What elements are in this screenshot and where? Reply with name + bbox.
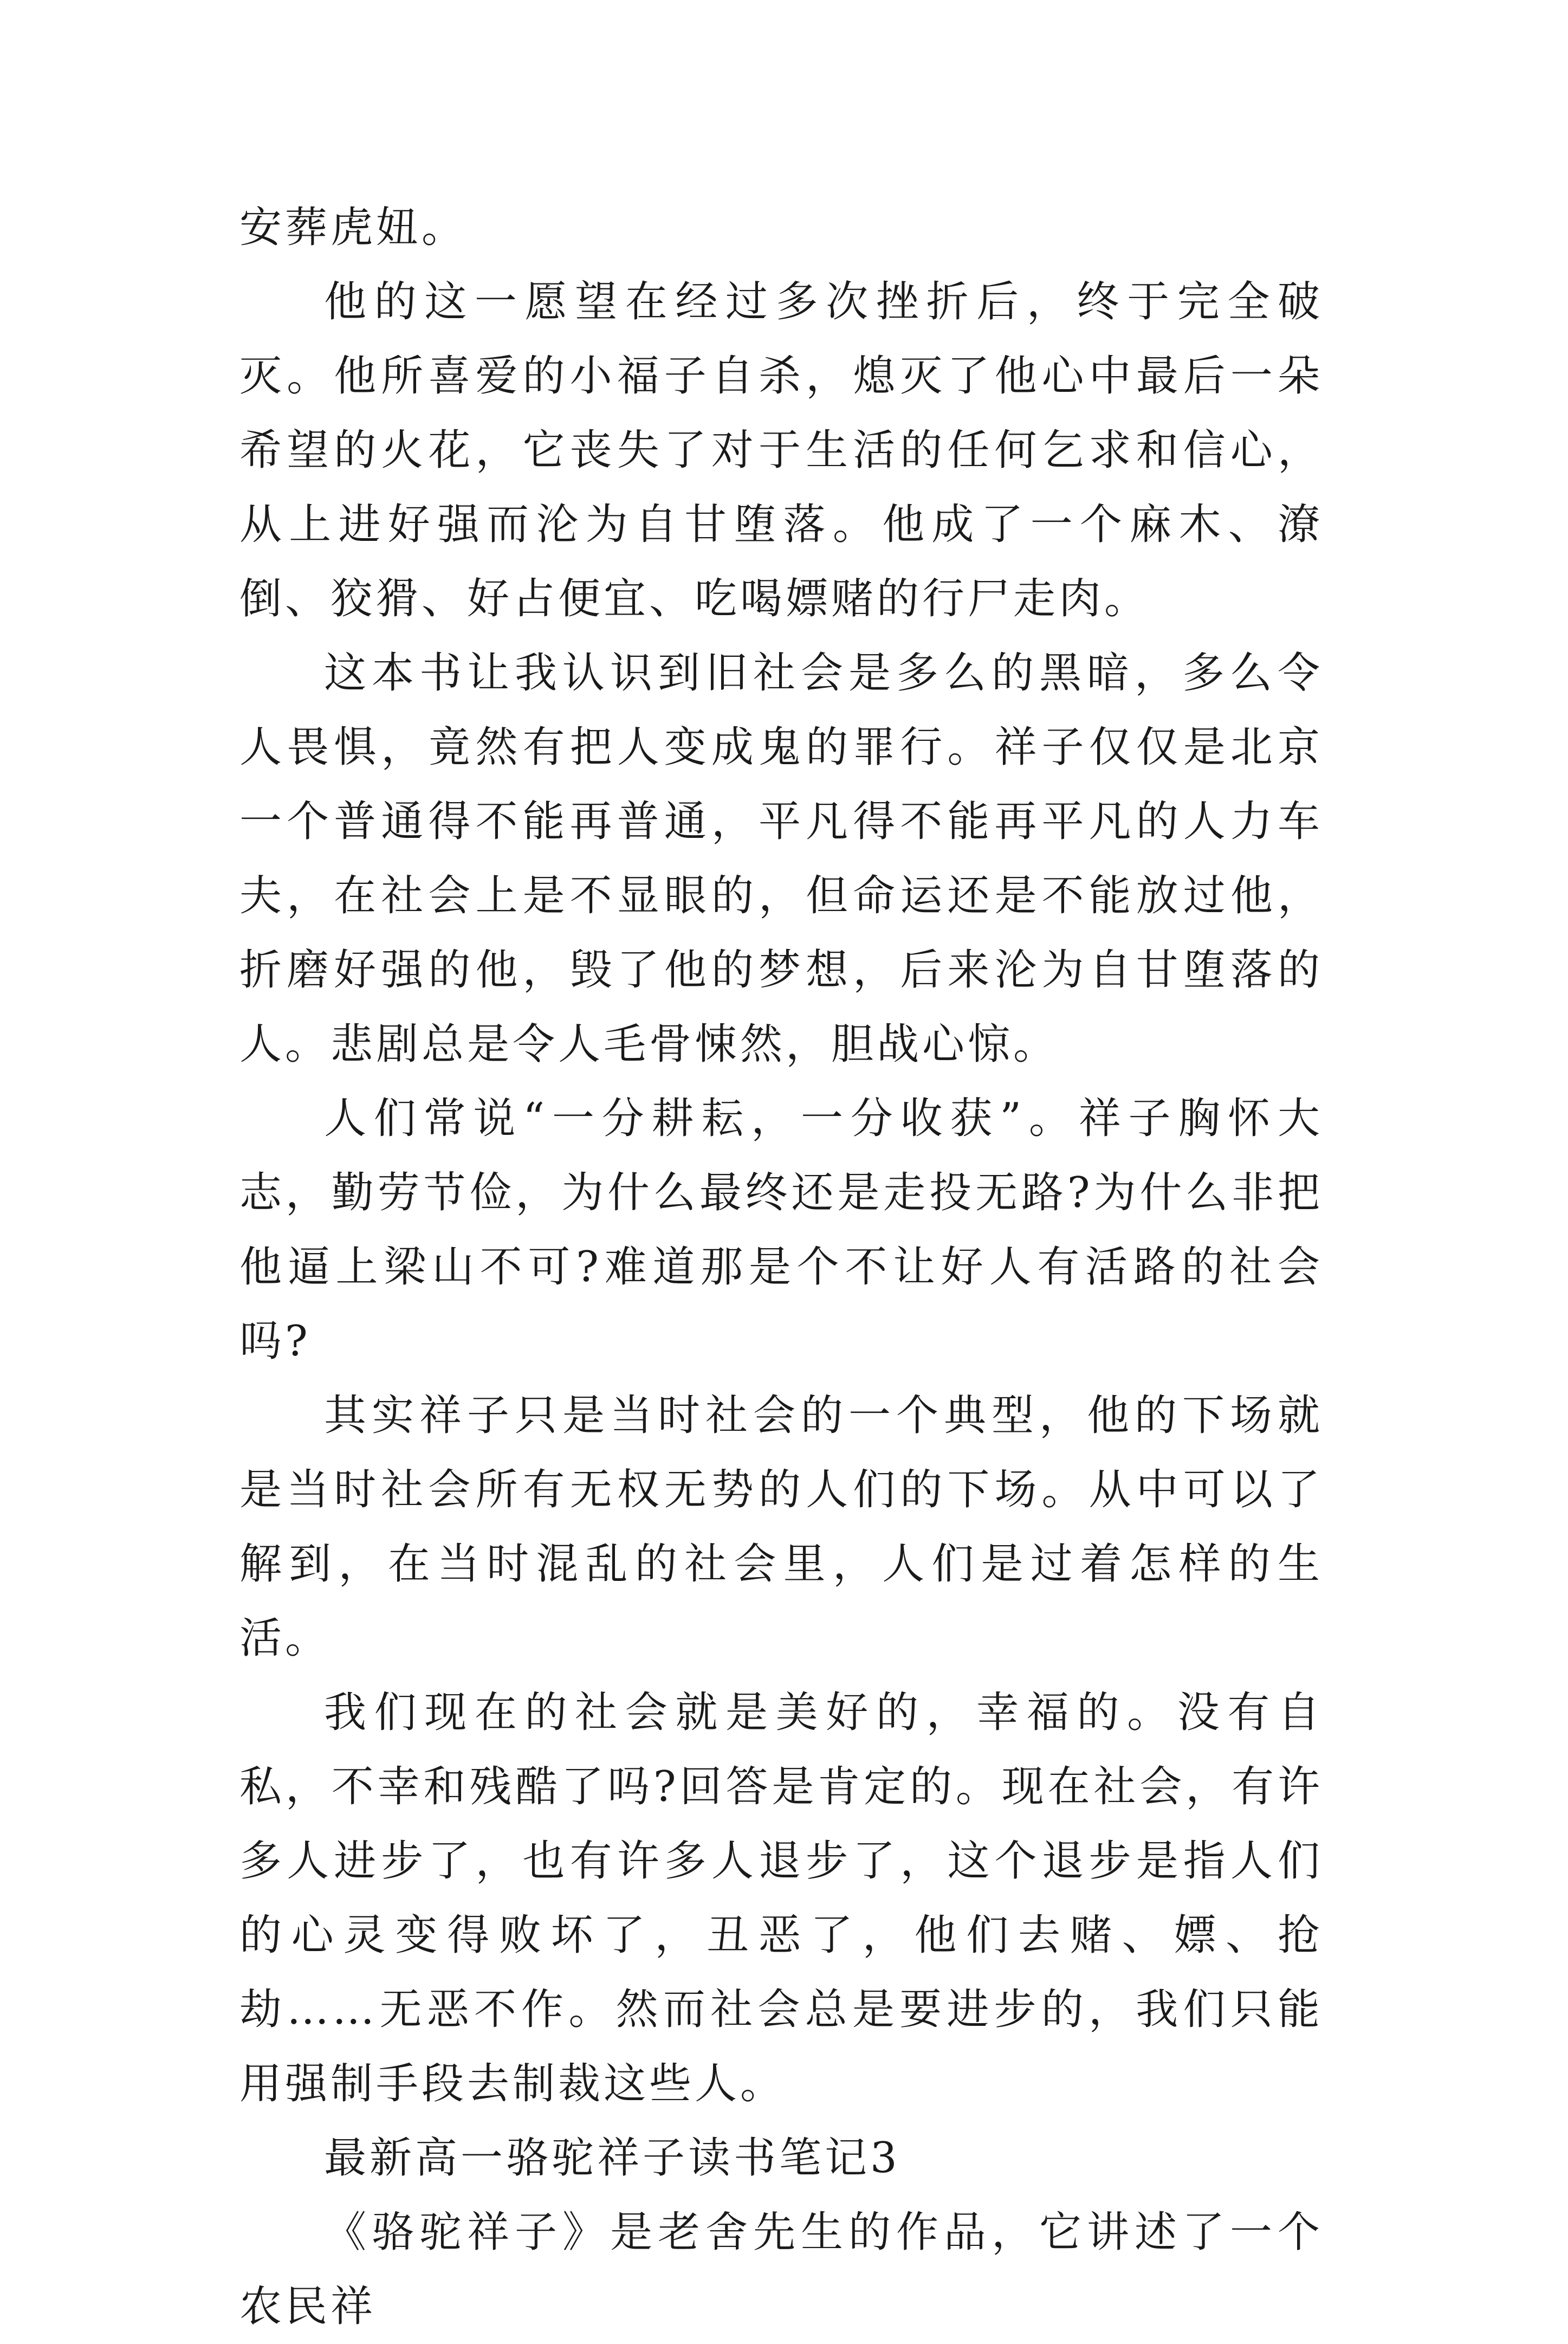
- paragraph: 这本书让我认识到旧社会是多么的黑暗，多么令人畏惧，竟然有把人变成鬼的罪行。祥子仅仅是北京一个普通得不能再普通，平凡得不能再平凡的人力车夫，在社会上是不显眼的，但命运还是不能放过他，折磨好强的他，毁了他的梦想，后来沦为自甘堕落的人。悲剧总是令人毛骨悚然，胆战心惊。: [239, 649, 1323, 1069]
- paragraph: 其实祥子只是当时社会的一个典型，他的下场就是当时社会所有无权无势的人们的下场。从中可以了解到，在当时混乱的社会里，人们是过着怎样的生活。: [239, 1391, 1323, 1663]
- paragraph: 人们常说“一分耕耘，一分收获”。祥子胸怀大志，勤劳节俭，为什么最终还是走投无路?为什么非把他逼上梁山不可?难道那是个不让好人有活路的社会吗?: [239, 1094, 1323, 1366]
- paragraph: 《骆驼祥子》是老舍先生的作品，它讲述了一个农民祥: [239, 2208, 1323, 2331]
- paragraph: 他的这一愿望在经过多次挫折后，终于完全破灭。他所喜爱的小福子自杀，熄灭了他心中最后一朵希望的火花，它丧失了对于生活的任何乞求和信心，从上进好强而沦为自甘堕落。他成了一个麻木、潦倒、狡猾、好占便宜、吃喝嫖赌的行尸走肉。: [239, 277, 1323, 623]
- paragraph-continuation: 安葬虎妞。: [239, 203, 468, 252]
- document-body: [239, 191, 1323, 2344]
- section-heading: 最新高一骆驼祥子读书笔记3: [324, 2134, 900, 2182]
- paragraph: 我们现在的社会就是美好的，幸福的。没有自私，不幸和残酷了吗?回答是肯定的。现在社会，有许多人进步了，也有许多人退步了，这个退步是指人们的心灵变得败坏了，丑恶了，他们去赌、嫖、抢劫……无恶不作。然而社会总是要进步的，我们只能用强制手段去制裁这些人。: [239, 1688, 1323, 2108]
